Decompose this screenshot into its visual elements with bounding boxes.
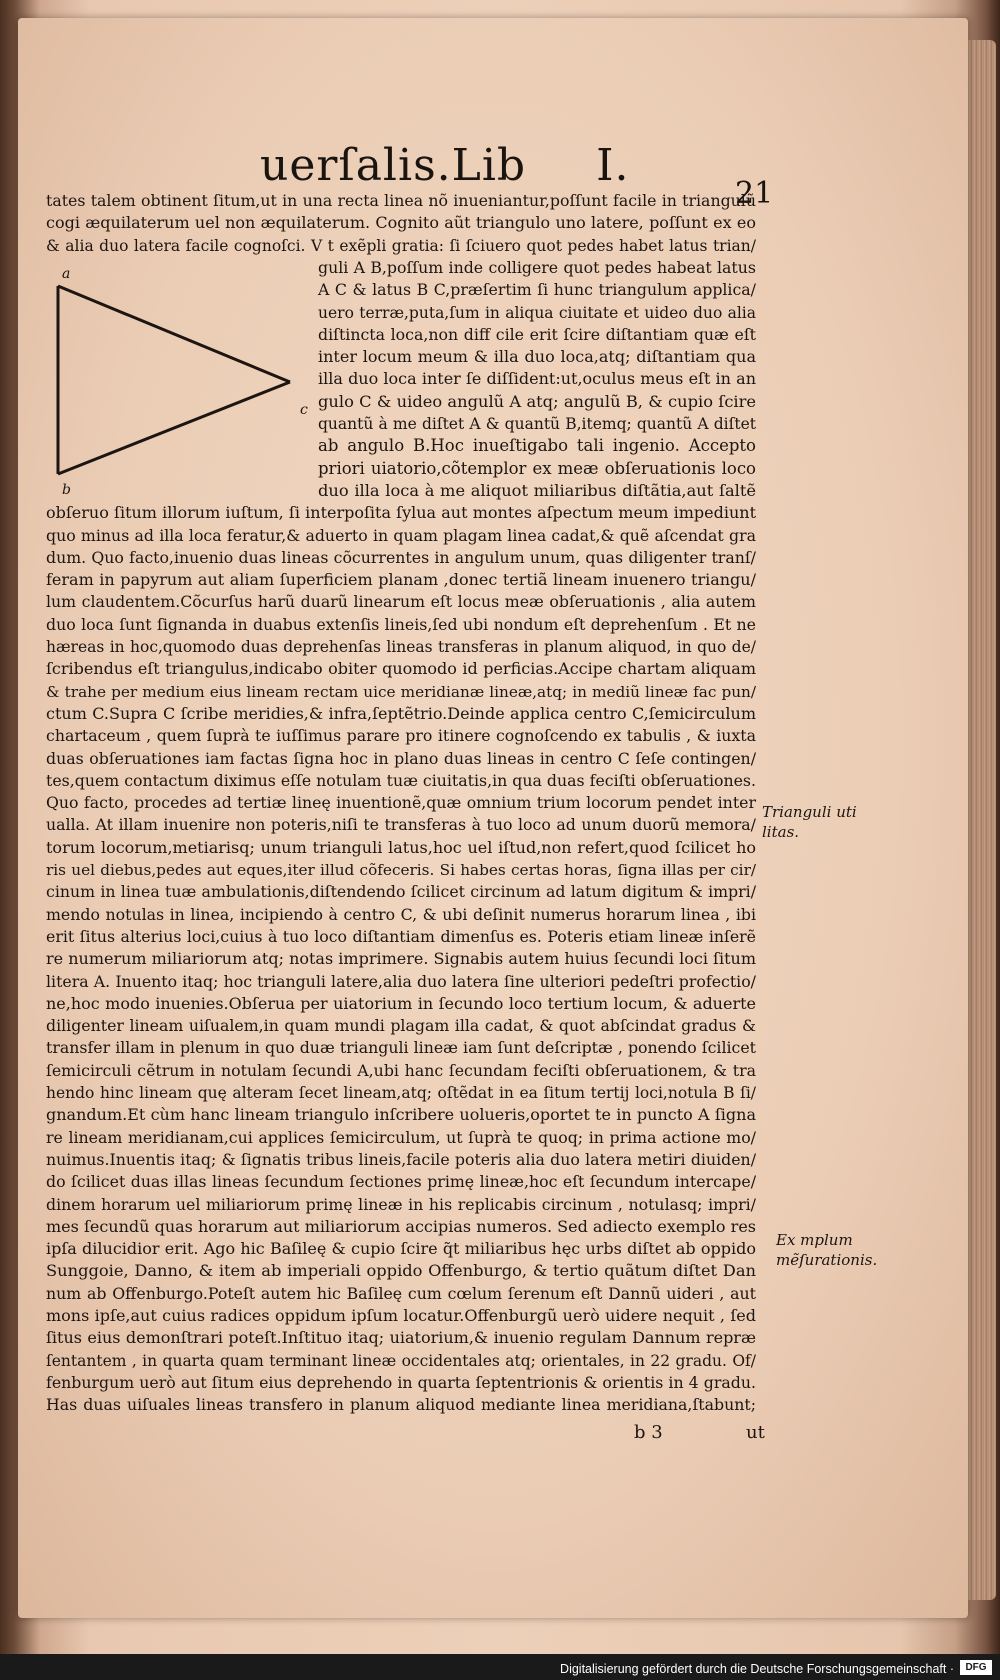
text-line: mendo notulas in linea, incipiendo à centro C, & ubi deſinit numerus horarum linea , ibi xyxy=(46,904,756,924)
text-line: ſemicirculi cẽtrum in notulam ſecundi A,ubi hanc ſecundam feciſti obſeruationem, & tra xyxy=(46,1060,756,1080)
text-line: uero terræ,puta,ſum in aliqua ciuitate et uideo duo alia xyxy=(318,303,756,322)
text-line: erit ſitus alterius loci,cuius à tuo loco diſtantiam dimenſus es. Poteris etiam lineæ inſerẽ xyxy=(46,926,756,946)
margin-note-example xyxy=(776,1230,877,1270)
text-line: quo minus ad illa loca feratur,& aduerto in quam plagam linea cadat,& quẽ aſcendat gra xyxy=(46,525,756,545)
margin-note-line: Ex mplum xyxy=(776,1231,853,1249)
text-line: ne,hoc modo inuenies.Obſerua per uiatorium in ſecundo loco tertium locum, & aduerte xyxy=(46,993,756,1013)
margin-note-line: litas. xyxy=(762,823,800,841)
catchword: ut xyxy=(746,1422,765,1443)
text-line: torum locorum,metiarisq; unum trianguli latus,hoc uel iſtud,non refert,quod ſcilicet ho xyxy=(46,837,756,857)
text-line: tes,quem contactum diximus eſſe notulam tuæ ciuitatis,in qua duas feciſti obſeruationes. xyxy=(46,770,757,790)
text-line: nuimus.Inuentis itaq; & ſignatis tribus lineis,facile poteris alia duo latera metiri diuiden/ xyxy=(46,1149,756,1169)
footer-credit: Digitalisierung gefördert durch die Deutsche Forschungsgemeinschaft · xyxy=(560,1662,954,1676)
text-line: dinem horarum uel miliariorum primę lineæ in his replicabis circinum , notulasq; impri/ xyxy=(46,1194,756,1214)
text-line: ſcribendus eſt triangulus,indicabo obiter quomodo id perficias.Accipe chartam aliquam xyxy=(46,659,756,679)
text-line: fenburgum uerò aut ſitum eius deprehendo in quarta ſeptentrionis & orientis in 4 gradu. xyxy=(46,1372,756,1392)
folio-number: 21 xyxy=(735,176,774,211)
text-line: inter locum meum & illa duo loca,atq; diſtantiam qua xyxy=(318,347,756,367)
running-head-right: I. xyxy=(596,140,630,191)
text-line: ſitus eius demonſtrari poteſt.Inſtituo itaq; uiatorium,& inuenio regulam Dannum repræ xyxy=(46,1328,756,1348)
text-line: Quo facto, procedes ad tertiæ lineę inuentionẽ,quæ omnium trium locorum pendet inter xyxy=(46,793,756,813)
text-line: feram in papyrum aut aliam ſuperficiem planam ,donec tertiã lineam inuenero triangu/ xyxy=(46,570,756,590)
margin-note-utility xyxy=(762,802,857,842)
text-line: ualla. At illam inuenire non poteris,niſi te transferas à tuo loco ad unum duorũ memora/ xyxy=(46,815,756,835)
text-line: transfer illam in plenum in quo duæ trianguli lineæ iam ſunt deſcriptæ , ponendo ſcilicet xyxy=(46,1038,756,1058)
text-line: hæreas in hoc,quomodo duas deprehenſas lineas transferas in planum aliquod, in quo de/ xyxy=(46,638,756,656)
text-line: do ſcilicet duas illas lineas ſecundum ſectiones primę lineæ,hoc eſt ſecundum intercape/ xyxy=(46,1172,756,1192)
vertex-label-a: a xyxy=(62,266,71,282)
text-line: duo illa loca à me aliquot miliaribus diſtãtia,aut ſaltẽ xyxy=(318,480,756,500)
text-line: illa duo loca inter ſe diſſident:ut,oculus meus eſt in an xyxy=(318,369,756,389)
text-line: & alia duo latera facile cognoſci. V t exẽpli gratia: ſi ſciuero quot pedes habet latus trian/ xyxy=(46,236,756,255)
signature-mark: b 3 xyxy=(634,1422,663,1443)
running-head-left: uerſalis.Lib xyxy=(260,140,527,191)
text-line: ris uel diebus,pedes aut eques,iter illud cõfeceris. Si habes certas horas, ſigna illas per cir/ xyxy=(46,861,756,879)
text-line: mons ipſe,aut cuius radices oppidum ipſum locatur.Offenburgũ uerò uidere nequit , ſed xyxy=(46,1306,756,1325)
text-line: & trahe per medium eius lineam rectam uice meridianæ lineæ,atq; in mediũ lineæ fac pun/ xyxy=(46,682,756,701)
text-line: lum claudentem.Cõcurſus harũ duarũ linearum eſt locus meæ obſeruationis , alia autem xyxy=(46,592,756,612)
text-line: ipſa dilucidior erit. Ago hic Baſileę & cupio ſcire q̃t miliaribus hęc urbs diſtet ab oppido xyxy=(46,1239,756,1259)
text-line: duas obſeruationes iam factas ſigna hoc in plano duas lineas in centro C ſeſe contingen/ xyxy=(46,748,756,768)
text-line: ab angulo B.Hoc inueſtigabo tali ingenio. Accepto xyxy=(318,436,756,456)
margin-note-line: mẽſurationis. xyxy=(776,1251,878,1269)
text-line: chartaceum , quem ſuprà te iuſſimus parare pro itinere cognoſcendo ex tabulis , & iuxta xyxy=(46,726,756,746)
text-line: guli A B,poſſum inde colligere quot pedes habeat latus xyxy=(318,257,756,277)
vertex-label-c: c xyxy=(300,402,308,418)
text-line: A C & latus B C,præſertim ſi hunc triangulum applica/ xyxy=(318,280,756,300)
text-line: tates talem obtinent ſitum,ut in una recta linea nõ inueniantur,poſſunt facile in triangulũ xyxy=(46,191,756,210)
text-line: quantũ à me diſtet A & quantũ B,itemq; quantũ A diſtet xyxy=(318,415,756,433)
text-line: ſentantem , in quarta quam terminant lineæ occidentales atq; orientales, in 22 gradu. Of/ xyxy=(46,1351,756,1370)
text-line: cogi æquilaterum uel non æquilaterum. Cognito aũt triangulo uno latere, poſſunt ex eo xyxy=(46,213,756,233)
text-line: duo loca ſunt ſignanda in duabus extenſis lineis,ſed ubi nondum eſt deprehenſum . Et ne xyxy=(46,614,756,634)
dfg-logo: DFG xyxy=(960,1660,992,1675)
text-line: Has duas uiſuales lineas transfero in planum aliquod mediante linea meridiana,ſtabunt; xyxy=(46,1395,756,1415)
text-line: diſtincta loca,non diff cile erit ſcire diſtantiam quæ eſt xyxy=(318,324,756,344)
text-line: litera A. Inuento itaq; hoc trianguli latere,alia duo latera ſine ulteriori pedeſtri profectio/ xyxy=(46,971,756,991)
text-line: gnandum.Et cùm hanc lineam triangulo inſcribere uolueris,oportet te in puncto A ſigna xyxy=(46,1105,756,1125)
text-line: priori uiatorio,cõtemplor ex meæ obſeruationis loco xyxy=(318,458,756,478)
text-line: dum. Quo facto,inuenio duas lineas cõcurrentes in angulum unum, quas diligenter tranſ/ xyxy=(46,547,756,567)
text-line: num ab Offenburgo.Poteſt autem hic Baſileę cum cœlum ſerenum eſt Dannũ uideri , aut xyxy=(46,1283,756,1303)
margin-note-line: Trianguli uti xyxy=(762,803,857,821)
text-line: diligenter lineam uiſualem,in quam mundi plagam illa cadat, & quot abſcindat gradus & xyxy=(46,1016,756,1036)
text-line: hendo hinc lineam quę alteram ſecet lineam,atq; oſtẽdat in ea ſitum tertij loci,notula B ſi/ xyxy=(46,1084,756,1102)
text-line: re numerum miliariorum atq; notas imprimere. Signabis autem huius ſecundi loci ſitum xyxy=(46,949,756,969)
text-line: obſeruo ſitum illorum iuſtum, ſi interpoſita ſylua aut montes aſpectum meum impediunt xyxy=(46,503,756,523)
text-line: re lineam meridianam,cui applices ſemicirculum, ut ſuprà te quoq; in prima actione mo/ xyxy=(46,1127,756,1147)
text-line: cinum in linea tuæ ambulationis,diſtendendo ſcilicet circinum ad latum digitum & impri/ xyxy=(46,882,756,902)
vertex-label-b: b xyxy=(62,482,71,494)
text-line: gulo C & uideo angulũ A atq; angulũ B, & cupio ſcire xyxy=(318,391,756,411)
text-line: ctum C.Supra C ſcribe meridies,& infra,ſeptẽtrio.Deinde applica centro C,ſemicirculum xyxy=(46,703,756,723)
footer-bar xyxy=(0,1654,1000,1680)
text-line: mes ſecundũ quas horarum aut miliariorum accipias numeros. Sed adiecto exemplo res xyxy=(46,1216,756,1236)
text-line: Sunggoie, Danno, & item ab imperiali oppido Offenburgo, & tertio quãtum diſtet Dan xyxy=(46,1261,756,1281)
